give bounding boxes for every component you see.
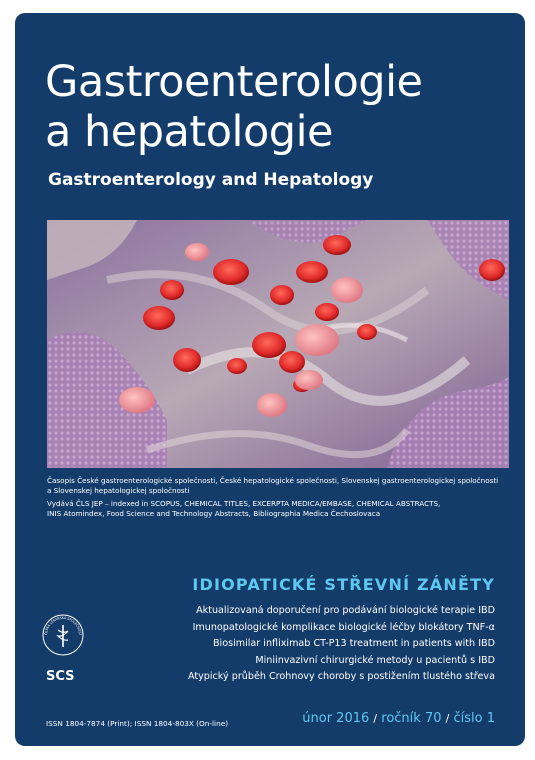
ses-logo [45, 666, 79, 684]
article-title: Atypický průběh Crohnovy choroby s postižením tlustého střeva [187, 671, 495, 682]
issue-separator: / [445, 712, 450, 725]
indexing-line: Vydává ČLS JEP – indexed in SCOPUS, CHEMICAL TITLES, EXCERPTA MEDICA/EMBASE, CHEMICAL ABSTRACTS, [47, 499, 441, 508]
indexing-line: INIS Atomindex, Food Science and Technology Abstracts, Bibliographia Medica Čechoslovaca [47, 509, 381, 518]
society-seal-text: ČESKÁ LÉKAŘSKÁ SPOLEČNOST [43, 615, 83, 636]
description-line: Časopis České gastroenterologické společnosti, České hepatologické společnosti, Slovenskej gastroenterologickej spoločnosti [47, 476, 499, 485]
issue-info [302, 711, 495, 726]
article-title: Imunopatologické komplikace biologické léčby blokátory TNF-α [192, 621, 495, 633]
journal-title-line1: Gastroenterologie [45, 57, 423, 107]
issue-separator: / [373, 712, 378, 725]
issue-month: únor 2016 [302, 711, 370, 726]
article-title: Biosimilar infliximab CT-P13 treatment in patients with IBD [212, 638, 495, 649]
article-title: Aktualizovaná doporučení pro podávání biologické terapie IBD [196, 605, 495, 616]
issue-volume: ročník 70 [381, 711, 442, 726]
description-line: a Slovenskej hepatologickej spoločnosti [47, 486, 190, 495]
society-seal-logo [41, 613, 85, 657]
journal-cover [15, 13, 525, 746]
article-list [188, 603, 495, 686]
cover-micrograph-image [47, 220, 509, 468]
article-title: Miniinvazivní chirurgické metody u pacientů s IBD [255, 654, 495, 666]
issue-number: číslo 1 [453, 711, 495, 726]
section-title: IDIOPATICKÉ STŘEVNÍ ZÁNĚTY [192, 575, 495, 594]
journal-subtitle: Gastroenterology and Hepatology [48, 170, 374, 190]
issn-text: ISSN 1804-7874 (Print); ISSN 1804-803X (On-line) [46, 719, 229, 728]
journal-title-line2: a hepatologie [45, 107, 333, 157]
ses-logo-text: SCS [46, 669, 75, 684]
